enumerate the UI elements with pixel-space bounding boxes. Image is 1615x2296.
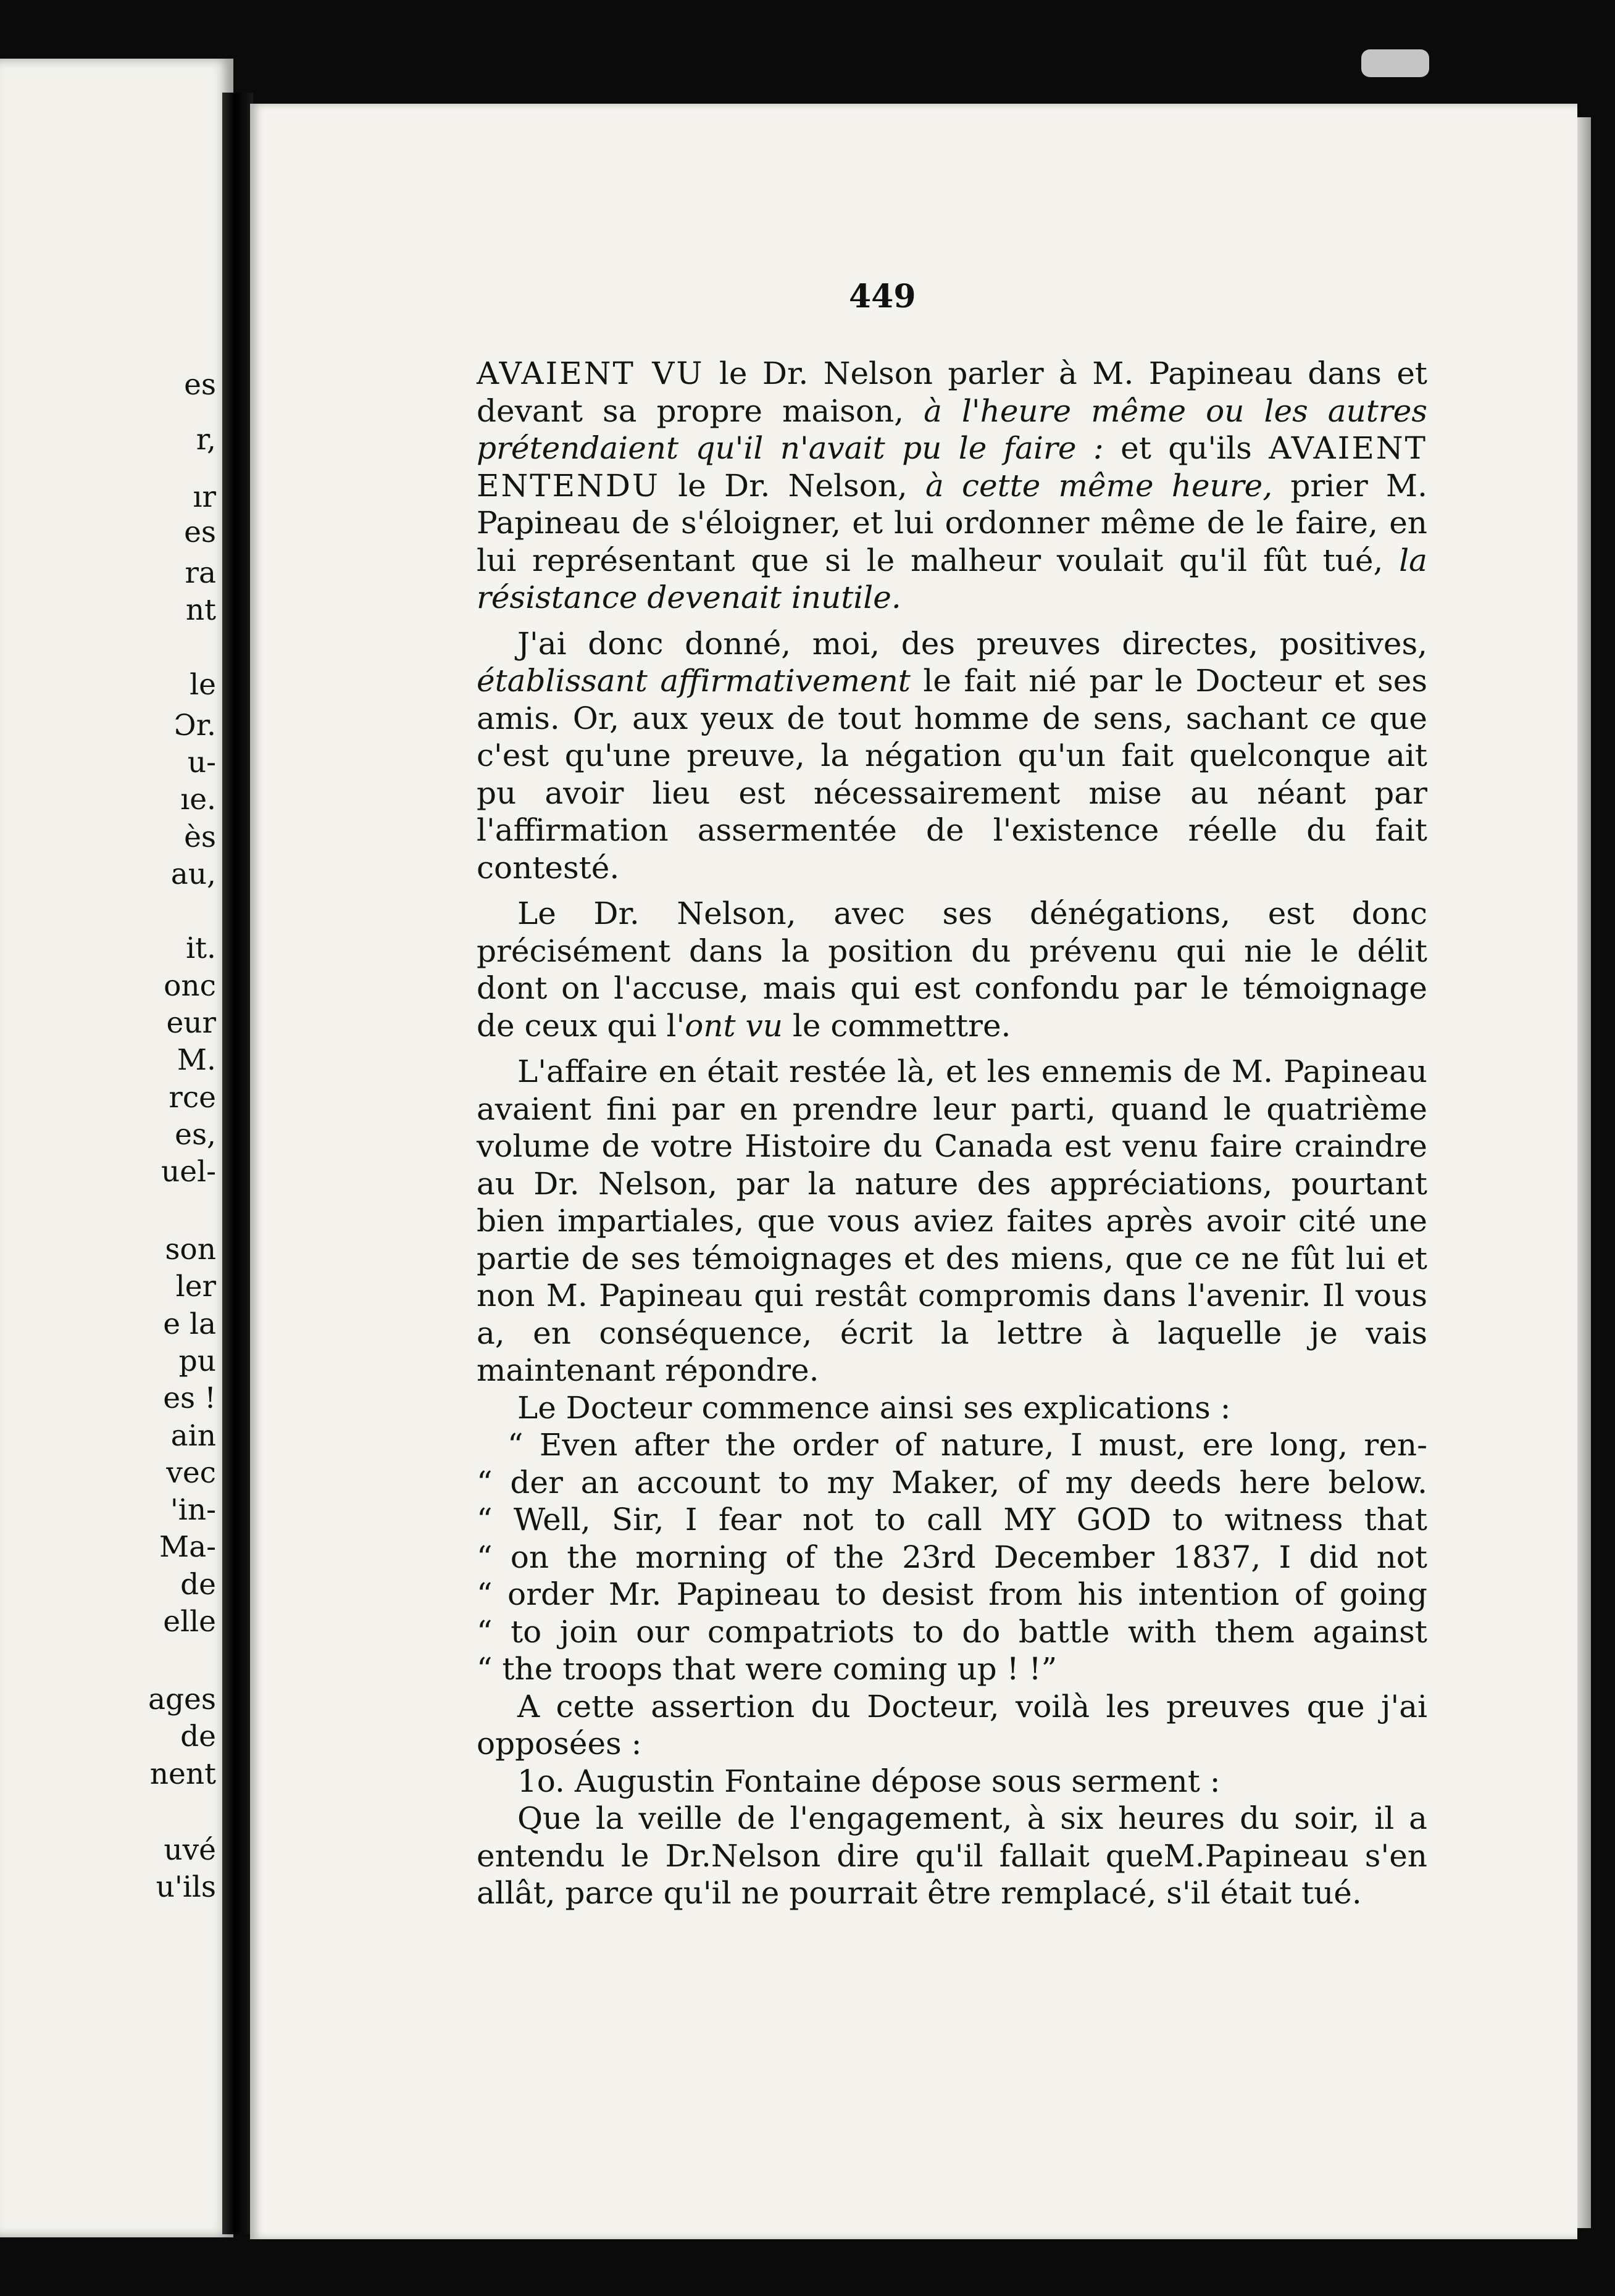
paragraph: A cette assertion du Docteur, voilà les preuves que j'ai opposées : bbox=[477, 1688, 1427, 1762]
text-run: Le Docteur commence ainsi ses explications : bbox=[517, 1389, 1231, 1426]
text-run: la résistance devenait inutile. bbox=[477, 542, 1427, 615]
left-page-fragment: ıe. bbox=[180, 783, 216, 817]
left-page-fragment: ain bbox=[170, 1418, 216, 1453]
left-page-fragment: au, bbox=[170, 857, 216, 891]
paragraph bbox=[477, 895, 1427, 1044]
book-gutter bbox=[222, 93, 253, 2234]
scan-artifact bbox=[1361, 49, 1429, 77]
paragraph bbox=[477, 1389, 1427, 1427]
left-page-fragment: le bbox=[190, 668, 216, 702]
text-run: J'ai donc donné, moi, des preuves directes, positives, bbox=[517, 625, 1427, 662]
left-page-fragment: ra bbox=[185, 556, 216, 591]
quote-line: “ Well, Sir, I fear not to call MY GOD to witness that bbox=[477, 1502, 1427, 1537]
paragraph bbox=[477, 625, 1427, 887]
quotation-block bbox=[477, 1426, 1427, 1688]
text-run: à cette même heure, bbox=[925, 467, 1273, 504]
left-page-fragment: es, bbox=[175, 1117, 216, 1152]
text-run: et qu'ils bbox=[1103, 430, 1269, 466]
left-page-fragment: M. bbox=[177, 1043, 216, 1078]
quote-line: “ the troops that were coming up ! !” bbox=[477, 1651, 1058, 1687]
left-page-fragment: uvé bbox=[164, 1832, 216, 1867]
left-page-fragment: de bbox=[180, 1567, 216, 1602]
text-run: AVAIENT ENTENDU bbox=[477, 430, 1427, 504]
left-page-text-fragments bbox=[0, 59, 233, 2237]
text-run: prier M. Papineau de s'éloigner, et lui ordonner même de le faire, en lui représentant que si le malheur voulait qu'il fût tué, bbox=[477, 467, 1427, 578]
left-page-fragment: Ma- bbox=[159, 1530, 216, 1565]
text-run: AVAIENT VU bbox=[477, 356, 704, 391]
left-page bbox=[0, 59, 233, 2237]
quote-line: “ order Mr. Papineau to desist from his intention of going bbox=[477, 1576, 1427, 1612]
page-edge bbox=[1577, 117, 1591, 2228]
left-page-fragment: 'in- bbox=[170, 1493, 216, 1528]
paragraphs bbox=[477, 355, 1427, 1426]
left-page-fragment: es bbox=[184, 515, 216, 550]
left-page-fragment: es bbox=[184, 367, 216, 402]
paragraph bbox=[477, 1053, 1427, 1389]
text-run: le fait nié par le Docteur et ses amis. Or, aux yeux de tout homme de sens, sachant ce que c'est qu'une preuve, la négation qu'un fait quelconque ait pu avoir lieu est nécessairement mise au néant par l'affirmation assermentée de l'existence réelle du fait contesté. bbox=[477, 663, 1427, 886]
text-run: le Dr. Nelson, bbox=[660, 467, 925, 504]
left-page-fragment: it. bbox=[186, 931, 216, 966]
left-page-fragment: son bbox=[165, 1233, 216, 1267]
text-run: le commettre. bbox=[782, 1007, 1011, 1044]
left-page-fragment: ès bbox=[184, 820, 216, 854]
left-page-fragment: e la bbox=[163, 1307, 216, 1341]
left-page-fragment: pu bbox=[178, 1344, 216, 1378]
text-run: à l'heure même ou les autres prétendaient qu'il n'avait pu le faire : bbox=[477, 393, 1427, 466]
quote-line: “ on the morning of the 23rd December 1837, I did not bbox=[477, 1539, 1427, 1575]
quote-line: “ to join our compatriots to do battle with them against bbox=[477, 1613, 1427, 1650]
page-number: 449 bbox=[849, 278, 916, 315]
paragraph: Que la veille de l'engagement, à six heures du soir, il a entendu le Dr.Nelson dire qu'il fallait queM.Papineau s'en allât, parce qu'il ne pourrait être remplacé, s'il était tué. bbox=[477, 1800, 1427, 1911]
left-page-fragment: rce bbox=[169, 1080, 216, 1115]
left-page-fragment: de bbox=[180, 1720, 216, 1754]
body-text bbox=[477, 355, 1427, 1912]
left-page-fragment: ler bbox=[175, 1270, 216, 1304]
left-page-fragment: nt bbox=[185, 593, 216, 628]
text-run: le Dr. Nelson parler à M. Papineau dans et devant sa propre maison, bbox=[477, 356, 1427, 429]
text-run: Le Dr. Nelson, avec ses dénégations, est donc précisément dans la position du prévenu qui nie le délit dont on l'accuse, mais qui est confondu par le témoignage de ceux qui l' bbox=[477, 896, 1427, 1044]
left-page-fragment: onc bbox=[164, 968, 216, 1003]
text-run: ont vu bbox=[685, 1007, 783, 1044]
quote-line: “ der an account to my Maker, of my deeds here below. bbox=[477, 1464, 1427, 1500]
left-page-fragment: u- bbox=[187, 746, 216, 780]
left-page-fragment: uel- bbox=[161, 1155, 216, 1189]
left-page-fragment: u'ils bbox=[156, 1870, 216, 1905]
text-run: L'affaire en était restée là, et les ennemis de M. Papineau avaient fini par en prendre leur parti, quand le quatrième volume de votre Histoire du Canada est venu faire craindre au Dr. Nelson, par la nature des appréciations, pourtant bien impartiales, que vous aviez faites après avoir cité une partie de ses témoignages et des miens, que ce ne fût lui et non M. Papineau qui restât compromis dans l'avenir. Il vous a, en conséquence, écrit la lettre à laquelle je vais maintenant répondre. bbox=[477, 1054, 1427, 1388]
text-run: établissant affirmativement bbox=[477, 663, 911, 699]
left-page-fragment: ır bbox=[193, 480, 216, 514]
left-page-fragment: Ɔr. bbox=[173, 708, 216, 742]
left-page-fragment: ages bbox=[148, 1682, 216, 1716]
closing-paragraphs bbox=[477, 1688, 1427, 1912]
left-page-fragment: es ! bbox=[163, 1381, 216, 1416]
left-page-fragment: eur bbox=[166, 1006, 216, 1040]
paragraph bbox=[477, 355, 1427, 617]
left-page-fragment: r, bbox=[196, 422, 216, 457]
left-page-fragment: vec bbox=[166, 1455, 216, 1490]
quote-line: “ Even after the order of nature, I must, ere long, ren- bbox=[507, 1427, 1427, 1463]
left-page-fragment: elle bbox=[163, 1604, 216, 1639]
left-page-fragment: nent bbox=[149, 1757, 216, 1791]
paragraph: 1o. Augustin Fontaine dépose sous serment : bbox=[517, 1763, 1221, 1799]
